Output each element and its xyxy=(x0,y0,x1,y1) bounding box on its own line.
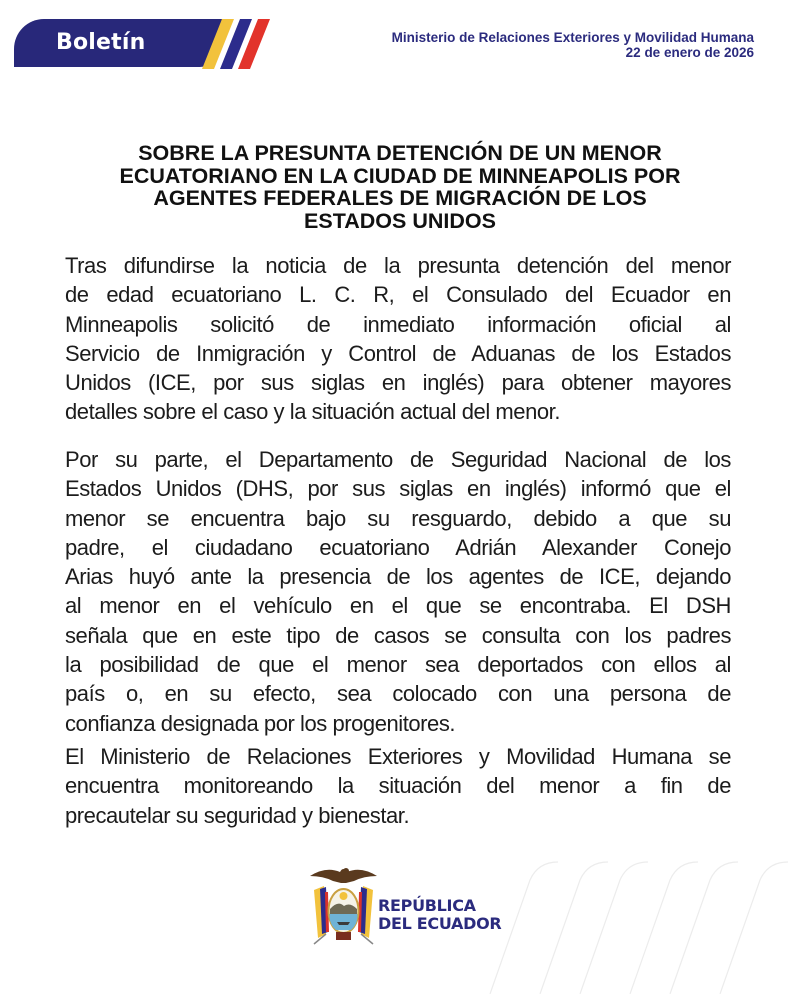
text-line: Arias huyó ante la presencia de los agentes de ICE, dejando xyxy=(65,564,731,590)
text-line: precautelar su seguridad y bienestar. xyxy=(65,802,410,828)
text-line: El Ministerio de Relaciones Exteriores y Movilidad Humana se xyxy=(65,744,731,769)
text-line: padre, el ciudadano ecuatoriano Adrián Alexander Conejo xyxy=(65,534,731,560)
ecuador-coat-of-arms-icon xyxy=(306,862,381,947)
text-line: de edad ecuatoriano L. C. R, el Consulado del Ecuador en xyxy=(65,282,731,308)
republica-del-ecuador-label xyxy=(378,897,501,933)
text-line: Estados Unidos (DHS, por sus siglas en inglés) informó que el xyxy=(65,476,731,502)
text-line: menor se encuentra bajo su resguardo, debido a que su xyxy=(65,505,731,531)
text-line: la posibilidad de que el menor sea deportados con ellos al xyxy=(65,652,731,678)
text-line: Minneapolis solicitó de inmediato información oficial al xyxy=(65,311,731,337)
text-line: Tras difundirse la noticia de la presunta detención del menor xyxy=(65,253,731,278)
title-line: ESTADOS UNIDOS xyxy=(304,208,496,233)
title-line: ECUATORIANO EN LA CIUDAD DE MINNEAPOLIS POR xyxy=(119,163,681,188)
text-line: Por su parte, el Departamento de Seguridad Nacional de los xyxy=(65,447,731,472)
flag-stripes-icon xyxy=(200,19,280,69)
bulletin-date: 22 de enero de 2026 xyxy=(625,45,754,60)
title-line: SOBRE LA PRESUNTA DETENCIÓN DE UN MENOR xyxy=(138,141,662,165)
ministry-name: Ministerio de Relaciones Exteriores y Movilidad Humana xyxy=(391,30,754,45)
text-line: país o, en su efecto, sea colocado con una persona de xyxy=(65,681,731,707)
ministry-heading xyxy=(392,30,754,60)
text-line: Unidos (ICE, por sus siglas en inglés) para obtener mayores xyxy=(65,370,731,396)
watermark-stripes-icon xyxy=(480,860,800,994)
republica-line-2: DEL ECUADOR xyxy=(378,914,502,933)
boletin-label: Boletín xyxy=(56,30,146,55)
text-line: señala que en este tipo de casos se consulta con los padres xyxy=(65,622,731,648)
text-line: detalles sobre el caso y la situación actual del menor. xyxy=(65,399,560,425)
header xyxy=(0,0,800,80)
bulletin-title xyxy=(60,142,740,232)
text-line: Servicio de Inmigración y Control de Aduanas de los Estados xyxy=(65,340,731,366)
paragraph-1 xyxy=(65,251,731,427)
paragraph-3 xyxy=(65,742,731,830)
title-line: AGENTES FEDERALES DE MIGRACIÓN DE LOS xyxy=(153,186,647,210)
republica-line-1: REPÚBLICA xyxy=(378,896,476,915)
text-line: al menor en el vehículo en el que se encontraba. El DSH xyxy=(65,593,731,619)
text-line: confianza designada por los progenitores. xyxy=(65,710,456,736)
text-line: encuentra monitoreando la situación del menor a fin de xyxy=(65,773,731,799)
paragraph-2 xyxy=(65,445,731,738)
